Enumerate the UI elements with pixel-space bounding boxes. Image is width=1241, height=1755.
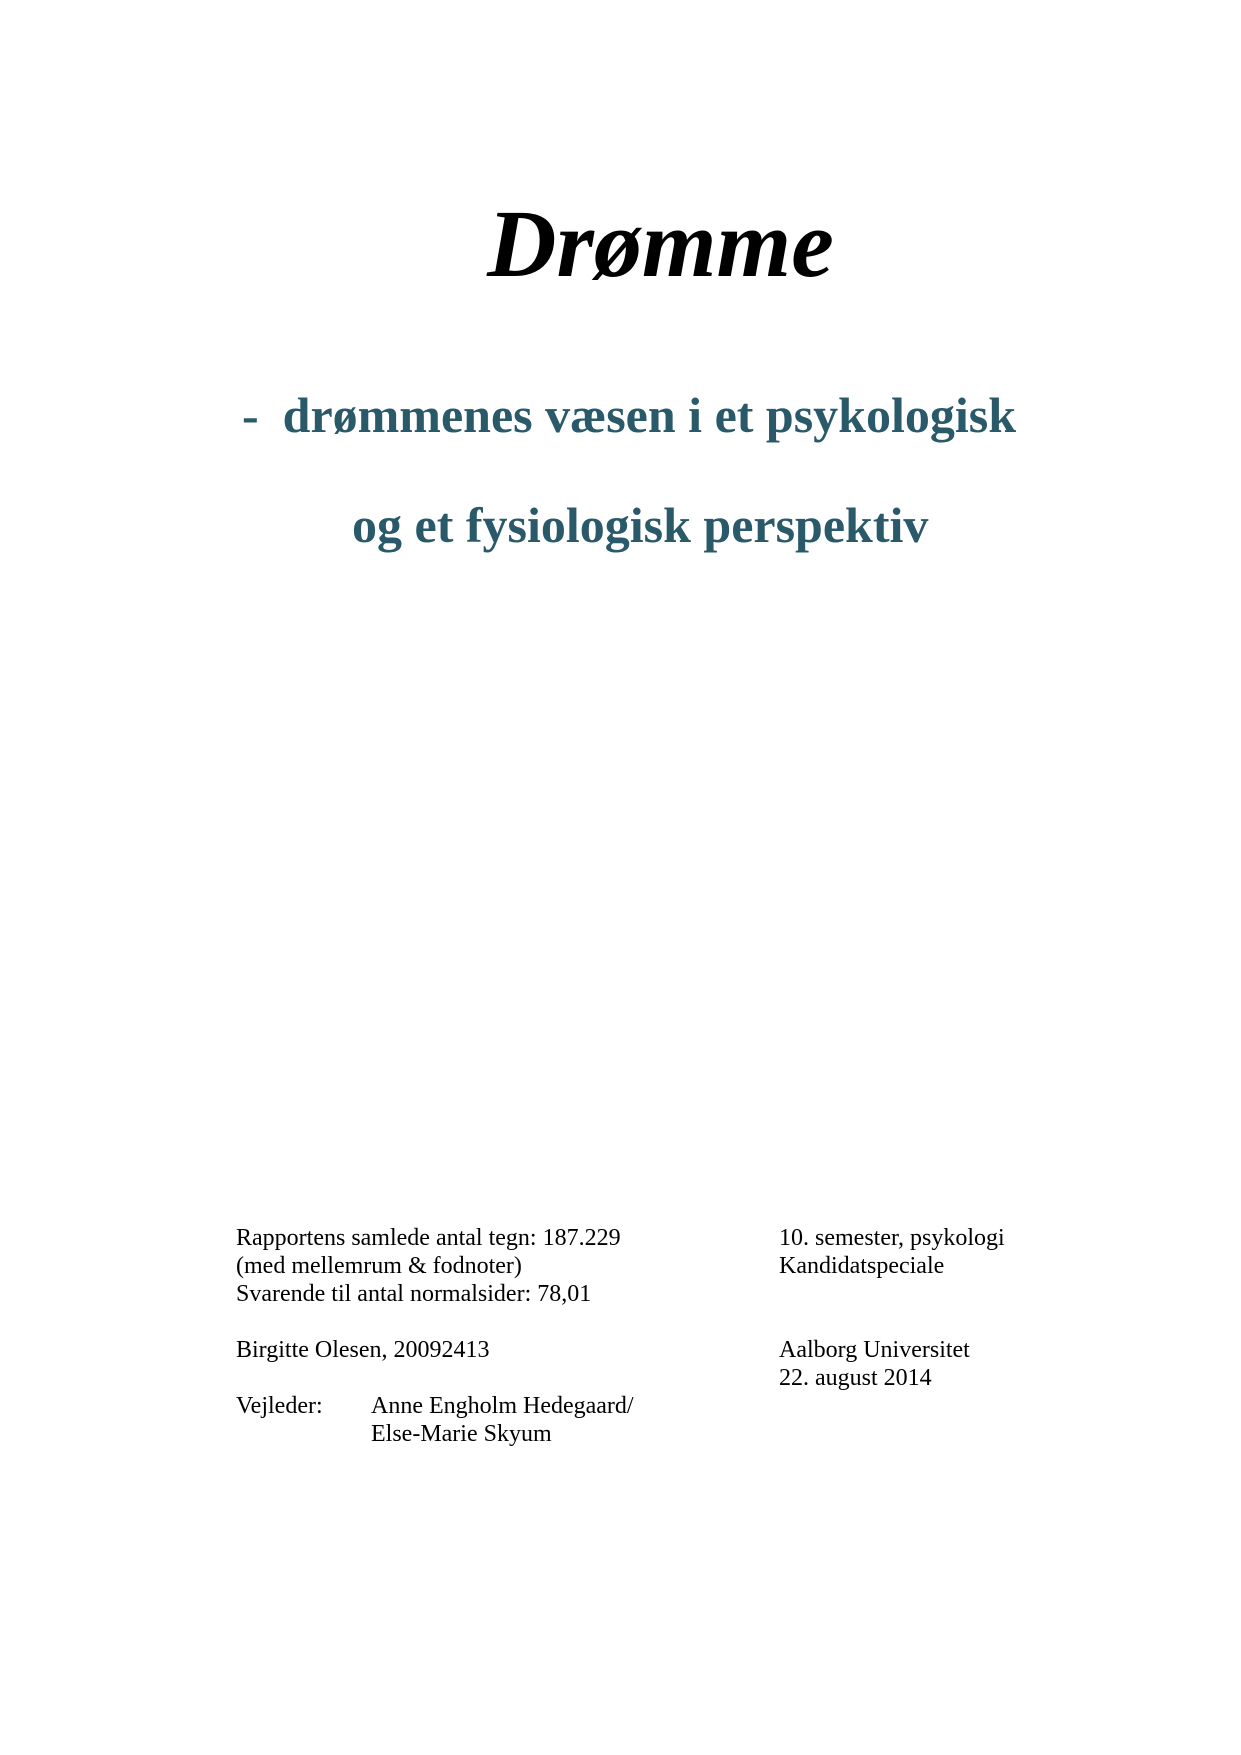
supervisor-names (371, 1392, 634, 1448)
supervisor-2: Else-Marie Skyum (371, 1421, 552, 1447)
author: Birgitte Olesen, 20092413 (236, 1337, 490, 1363)
document-title: Drømme (487, 190, 834, 297)
normal-pages: Svarende til antal normalsider: 78,01 (236, 1281, 592, 1307)
report-stats (236, 1224, 621, 1308)
university: Aalborg Universitet (779, 1337, 970, 1363)
subtitle-dash: - (242, 387, 259, 443)
institution-info (779, 1336, 970, 1392)
supervisor-label: Vejleder: (236, 1393, 323, 1419)
supervisor-block (0, 1392, 1241, 1452)
subtitle-line-2: og et fysiologisk perspektiv (352, 497, 929, 553)
program-info (779, 1224, 1005, 1280)
thesis-type: Kandidatspeciale (779, 1253, 945, 1279)
subtitle-text-1: drømmenes væsen i et psykologisk (282, 387, 1017, 443)
semester: 10. semester, psykologi (779, 1225, 1005, 1251)
char-count: Rapportens samlede antal tegn: 187.229 (236, 1225, 621, 1251)
date: 22. august 2014 (779, 1365, 932, 1391)
char-count-note: (med mellemrum & fodnoter) (236, 1253, 522, 1279)
subtitle-line-1 (242, 387, 1017, 443)
supervisor-1: Anne Engholm Hedegaard/ (371, 1393, 634, 1419)
